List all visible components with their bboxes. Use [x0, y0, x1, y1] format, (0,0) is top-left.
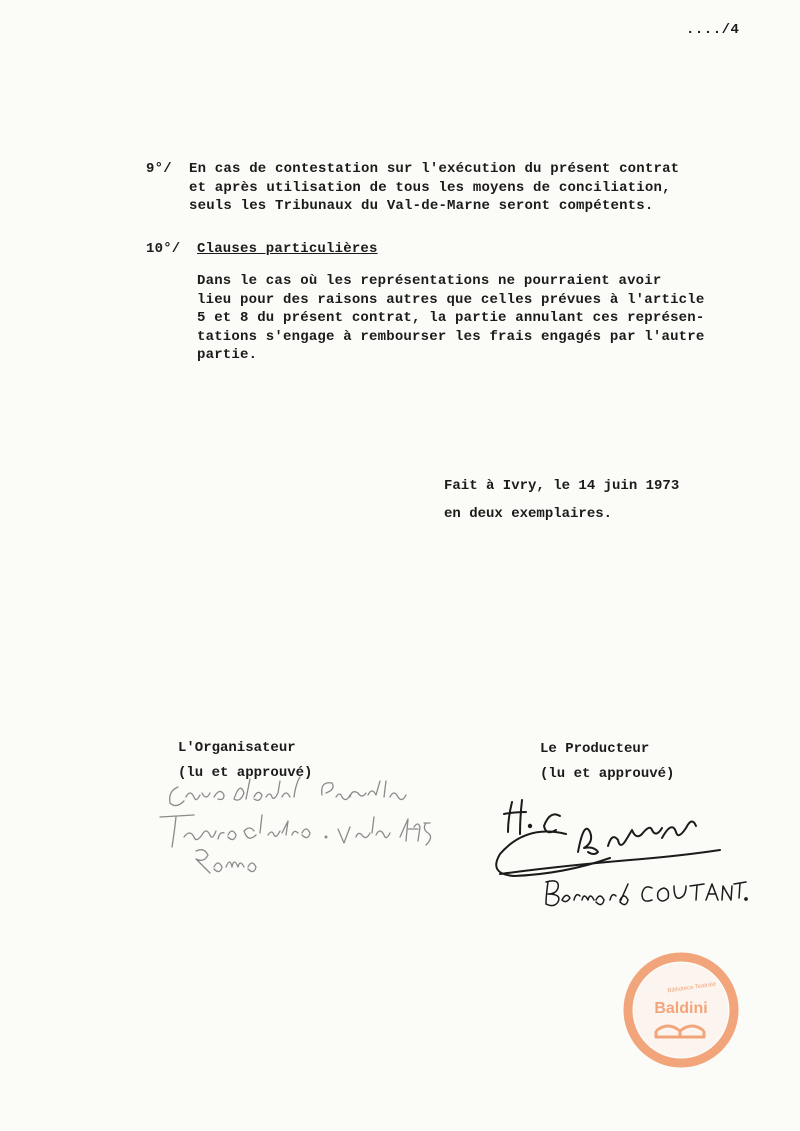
- place-date: Fait à Ivry, le 14 juin 1973: [444, 478, 680, 494]
- clause-10: [146, 240, 786, 363]
- clause-9: [146, 160, 786, 220]
- clause-10-line: 5 et 8 du présent contrat, la partie annulant ces représen-: [197, 310, 705, 326]
- clause-9-line: En cas de contestation sur l'exécution du présent contrat: [189, 161, 680, 177]
- closing-place-date: [444, 472, 679, 528]
- stamp-title: Baldini: [654, 1000, 708, 1017]
- clause-10-number: 10°/: [146, 241, 181, 257]
- organiser-title: L'Organisateur: [178, 740, 296, 756]
- organiser-handwritten-address: [150, 775, 440, 880]
- clause-9-line: et après utilisation de tous les moyens de conciliation,: [189, 179, 671, 196]
- clause-9-line: seuls les Tribunaux du Val-de-Marne seront compétents.: [189, 198, 654, 214]
- organiser-approval: (lu et approuvé): [178, 765, 313, 781]
- clause-9-text: [189, 160, 679, 216]
- producer-signed-name: [540, 874, 750, 910]
- producer-title: Le Producteur: [540, 741, 650, 757]
- library-stamp: [622, 951, 740, 1069]
- clause-10-line: lieu pour des raisons autres que celles prévues à l'article: [197, 291, 705, 308]
- clause-10-text: [197, 272, 704, 365]
- stamp-subtitle: Biblioteca Teatrale: [667, 981, 717, 995]
- clause-9-number: 9°/: [146, 161, 172, 177]
- clause-10-line: Dans le cas où les représentations ne pourraient avoir: [197, 273, 662, 289]
- clause-10-line: partie.: [197, 347, 258, 363]
- copies-note: en deux exemplaires.: [444, 506, 613, 522]
- clause-10-line: tations s'engage à rembourser les frais engagés par l'autre: [197, 328, 705, 345]
- page-number: ..../4: [686, 22, 740, 38]
- producer-approval: (lu et approuvé): [540, 766, 675, 782]
- clause-10-title: Clauses particulières: [197, 241, 378, 257]
- producer-signature-block: [540, 737, 674, 787]
